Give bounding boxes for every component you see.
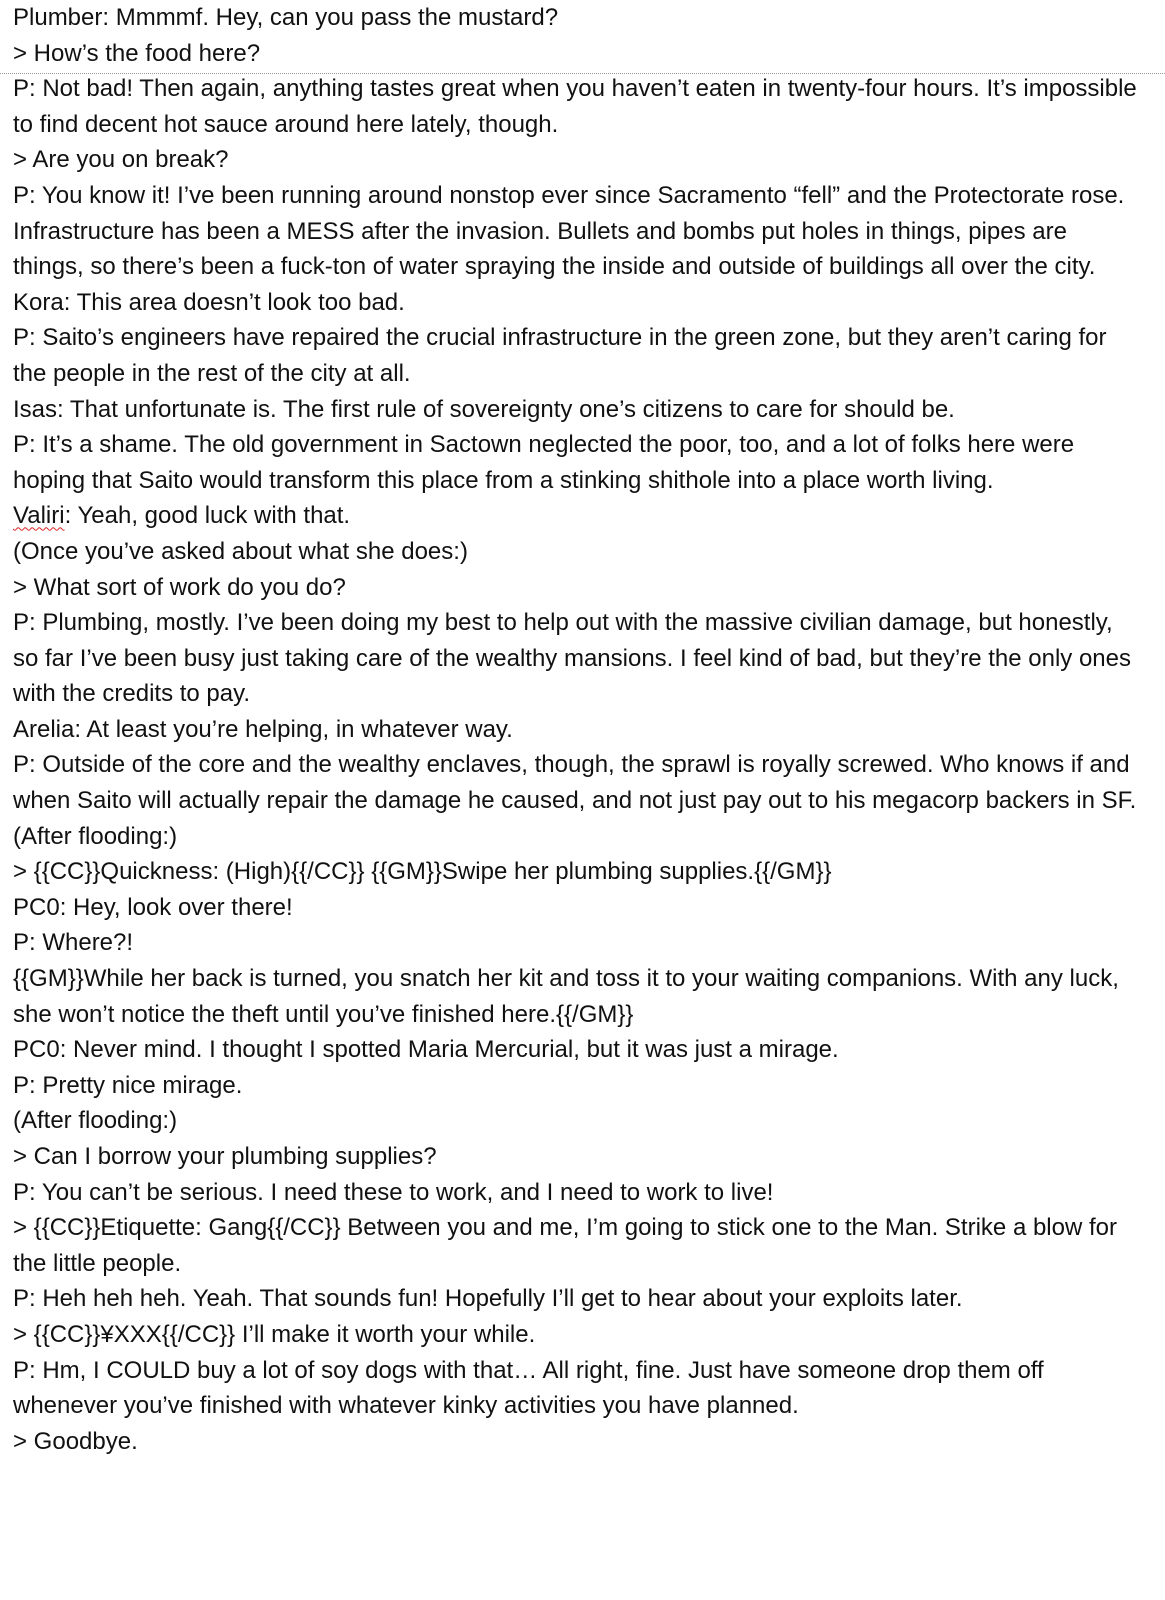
dialogue-line: PC0: Hey, look over there!	[13, 893, 293, 921]
dialogue-line: > {{CC}}Quickness: (High){{/CC}} {{GM}}Swipe her plumbing supplies.{{/GM}}	[13, 858, 832, 886]
dialogue-line: {{GM}}While her back is turned, you snatch her kit and toss it to your waiting companions. With any luck, she won’t notice the theft until you’ve finished here.{{/GM}}	[13, 965, 1119, 1028]
dialogue-line: P: Outside of the core and the wealthy enclaves, though, the sprawl is royally screwed. Who knows if and when Saito will actually repair the damage he caused, and not just pay out to his megacorp backers in SF.	[13, 751, 1137, 815]
dialogue-line: (Once you’ve asked about what she does:)	[13, 537, 468, 565]
document-body	[13, 0, 1143, 1459]
dialogue-line: P: Hm, I COULD buy a lot of soy dogs with that… All right, fine. Just have someone drop them off whenever you’ve finished with whatever kinky activities you have planned.	[13, 1356, 1044, 1420]
dialogue-text: : Yeah, good luck with that.	[64, 502, 351, 530]
dialogue-line: Isas: That unfortunate is. The first rule of sovereignty one’s citizens to care for should be.	[13, 395, 955, 423]
dialogue-line: PC0: Never mind. I thought I spotted Maria Mercurial, but it was just a mirage.	[13, 1036, 839, 1064]
dialogue-line: P: Pretty nice mirage.	[13, 1071, 243, 1099]
dialogue-line: (After flooding:)	[13, 822, 178, 850]
dialogue-line: P: You know it! I’ve been running around nonstop ever since Sacramento “fell” and the Protectorate rose. Infrastructure has been a MESS after the invasion. Bullets and bombs put holes in things, pipes are things, so there’s been a fuck-ton of water spraying the inside and outside of buildings all over the city.	[13, 181, 1125, 281]
dialogue-line: (After flooding:)	[13, 1107, 178, 1135]
dialogue-line: P: Saito’s engineers have repaired the crucial infrastructure in the green zone, but they aren’t caring for the people in the rest of the city at all.	[13, 324, 1107, 387]
dialogue-line: > {{CC}}¥XXX{{/CC}} I’ll make it worth your while.	[13, 1320, 536, 1348]
dialogue-line: P: Plumbing, mostly. I’ve been doing my best to help out with the massive civilian damage, but honestly, so far I’ve been busy just taking care of the wealthy mansions. I feel kind of bad, but they’re the only ones with the credits to pay.	[13, 609, 1131, 708]
dialogue-line: > How’s the food here?	[13, 39, 261, 67]
dialogue-line: P: Where?!	[13, 929, 134, 957]
dialogue-line: P: It’s a shame. The old government in Sactown neglected the poor, too, and a lot of folks here were hoping that Saito would transform this place from a stinking shithole into a place worth living.	[13, 431, 1075, 494]
dialogue-line: > Goodbye.	[13, 1427, 138, 1455]
dialogue-line: > Can I borrow your plumbing supplies?	[13, 1143, 437, 1170]
dialogue-line: > {{CC}}Etiquette: Gang{{/CC}} Between you and me, I’m going to stick one to the Man. Strike a blow for the little people.	[13, 1214, 1117, 1277]
dialogue-line: P: Not bad! Then again, anything tastes great when you haven’t eaten in twenty-four hours. It’s impossible to find decent hot sauce around here lately, though.	[13, 75, 1137, 138]
dialogue-line: P: Heh heh heh. Yeah. That sounds fun! Hopefully I’ll get to hear about your exploits later.	[13, 1285, 963, 1313]
dialogue-line: Arelia: At least you’re helping, in whatever way.	[13, 715, 513, 743]
dialogue-line: Plumber: Mmmmf. Hey, can you pass the mustard?	[13, 4, 559, 31]
dialogue-line: Kora: This area doesn’t look too bad.	[13, 288, 405, 316]
dialogue-line: > What sort of work do you do?	[13, 573, 346, 601]
speaker-name-misspelled: Valiri	[13, 502, 65, 530]
dialogue-line: > Are you on break?	[13, 146, 229, 174]
dialogue-line: P: You can’t be serious. I need these to work, and I need to work to live!	[13, 1178, 774, 1206]
dialogue-line	[13, 498, 1143, 534]
